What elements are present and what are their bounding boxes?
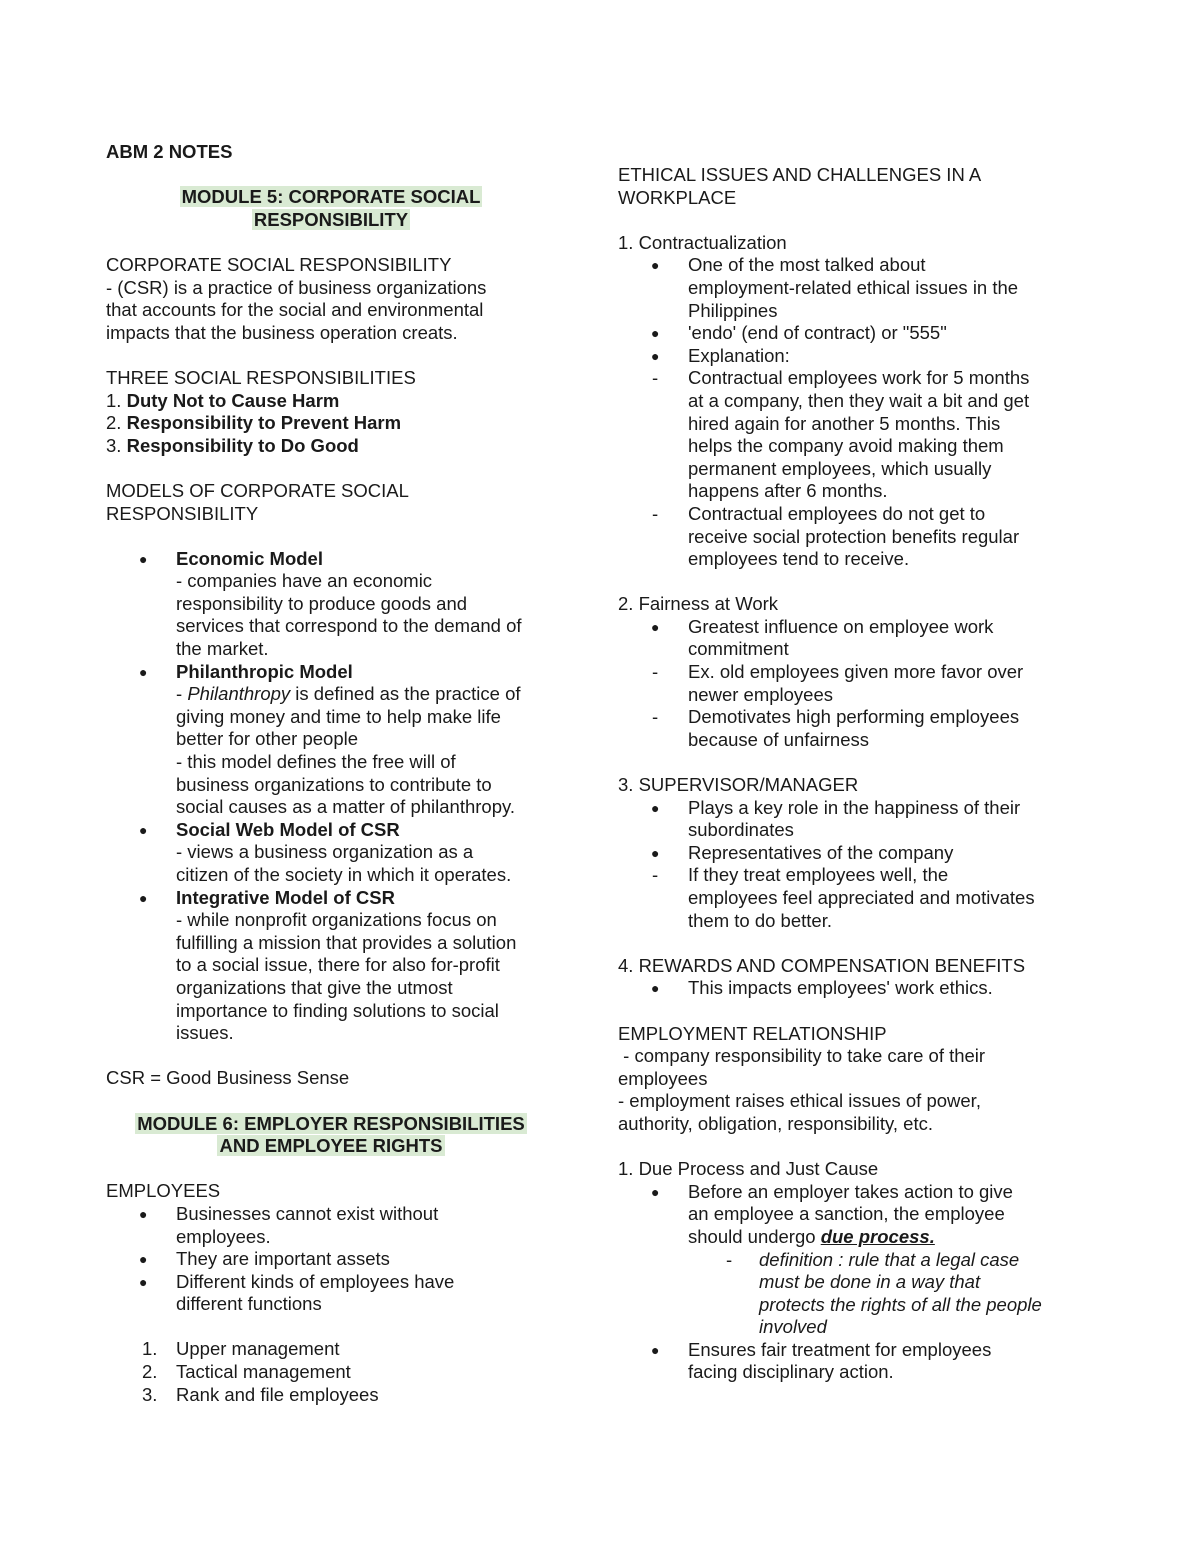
csr-def-line: impacts that the business operation creats. [106, 321, 458, 343]
bullet-icon: ● [651, 980, 660, 997]
fair-list [618, 616, 1078, 752]
module6-heading: MODULE 6: EMPLOYER RESPONSIBILITIES AND EMPLOYEE RIGHTS [137, 1112, 525, 1157]
bullet-icon: ● [139, 663, 148, 680]
bullet-icon: ● [139, 1205, 148, 1222]
bullet-icon: ● [651, 799, 660, 816]
list-item: ● 'endo' (end of contract) or "555" [651, 322, 947, 344]
bullet-icon: ● [651, 618, 660, 635]
section-title: 4. REWARDS AND COMPENSATION BENEFITS [618, 954, 1026, 976]
section-title: 1. Contractualization [618, 231, 787, 253]
dash-icon: - [652, 502, 659, 524]
list-item: - If they treat employees well, the employees feel appreciated and motivates them to do better. [652, 864, 1035, 931]
csr-title: CORPORATE SOCIAL RESPONSIBILITY [106, 253, 452, 275]
csr-equation: CSR = Good Business Sense [106, 1067, 350, 1089]
list-item: 1. Upper management [142, 1338, 340, 1360]
list-item: ● Ensures fair treatment for employees facing disciplinary action. [651, 1338, 992, 1383]
list-item: - Ex. old employees given more favor over newer employees [652, 661, 1024, 705]
rewards-list [618, 977, 1078, 1000]
model-item: ● Social Web Model of CSR - views a business organization as a citizen of the society in which it operates. [139, 818, 512, 885]
dash-icon: - [652, 661, 659, 683]
bullet-icon: ● [651, 1341, 660, 1358]
dash-icon: - [652, 706, 659, 728]
ethical-title: ETHICAL ISSUES AND CHALLENGES IN A [618, 164, 982, 185]
contract-list [618, 254, 1078, 570]
bullet-icon: ● [139, 889, 148, 906]
section-title: EMPLOYMENT RELATIONSHIP [618, 1022, 887, 1044]
models-title: RESPONSIBILITY [106, 502, 259, 524]
bullet-icon: ● [651, 257, 660, 274]
dash-icon: - [726, 1248, 733, 1270]
list-item: - Demotivates high performing employees because of unfairness [652, 706, 1020, 750]
bullet-icon: ● [651, 844, 660, 861]
bullet-icon: ● [139, 550, 148, 567]
bullet-icon: ● [651, 347, 660, 364]
definition-item: - definition : rule that a legal case must be done in a way that protects the rights of all the people involved [726, 1248, 1042, 1338]
list-item: ● Representatives of the company [651, 841, 954, 863]
model-item: ● Philanthropic Model - Philanthropy is defined as the practice of giving money and time to help make life better for other people - this model defines the free will of business organizations to contribute to social causes as a matter of philanthropy. [139, 660, 521, 818]
list-item: ● They are important assets [139, 1248, 390, 1270]
three-title: THREE SOCIAL RESPONSIBILITIES [106, 366, 416, 388]
section-title: 3. SUPERVISOR/MANAGER [618, 774, 859, 796]
list-item: 3. Rank and file employees [142, 1383, 379, 1405]
bullet-icon: ● [139, 821, 148, 838]
list-item: ● Explanation: [651, 344, 790, 366]
csr-def-line: that accounts for the social and environmental [106, 299, 484, 321]
list-item: ● Greatest influence on employee work commitment [651, 615, 994, 660]
models-title: MODELS OF CORPORATE SOCIAL [106, 479, 409, 501]
model-item: ● Economic Model - companies have an economic responsibility to produce goods and services that correspond to the demand of the market. [139, 547, 522, 660]
bullet-icon: ● [651, 1183, 660, 1200]
three-item: 1. Duty Not to Cause Harm [106, 389, 340, 411]
dash-icon: - [652, 864, 659, 886]
list-item: 2. Tactical management [142, 1361, 351, 1383]
section-title: 1. Due Process and Just Cause [618, 1158, 879, 1180]
bullet-icon: ● [139, 1251, 148, 1268]
supervisor-list [618, 797, 1078, 933]
bullet-icon: ● [139, 1273, 148, 1290]
list-item: ● One of the most talked about employment-related ethical issues in the Philippines [651, 254, 1019, 321]
dash-icon: - [652, 367, 659, 389]
three-item: 2. Responsibility to Prevent Harm [106, 412, 402, 434]
list-item: - Contractual employees work for 5 months at a company, then they wait a bit and get hired again for another 5 months. This helps the company avoid making them permanent employees, which usually happens after 6 months. [652, 367, 1030, 502]
list-item: ● This impacts employees' work ethics. [651, 977, 993, 999]
right-column: ETHICAL ISSUES AND CHALLENGES IN A WORKPLACE 1. Contractualization ● One of the most talked about employment-related ethical issues in the Philippines ● 'endo' (end of contract) or "555" ● Explanation: - Contractual employees work for 5 months at a company, then they wait a bit and get hired again for another 5 months. This helps the company avoid making them permanent employees, which usually happens after 6 months. - Contractual employees do not get to receive social protection benefits regular employees tend to receive. 2. Fairness at Work ● Greatest influence on employee work commitment - Ex. old employees given more favor over newer employees - Demotivates high performing employees because of unfairness 3. SUPERVISOR/MANAGER ● Plays a key role in the happiness of their subordinates ● Representatives of the company - If they treat employees well, the employees feel appreciated and motivates them to do better. 4. REWARDS AND COMPENSATION BENEFITS ● This impacts employees' work ethics. EMPLOYMENT RELATIONSHIP - company responsibility to take care of their employees - employment raises ethical issues of power, authority, obligation, responsibility, etc. 1. Due Process and Just Cause ● Before an employer takes action to give an employee a sanction, the employee should undergo due process. - definition : rule that a legal case must be done in a way that protects the rights of all the people involved ● Ensures fair treatment for employees facing disciplinary action. [618, 164, 1078, 1384]
section-title: 2. Fairness at Work [618, 593, 779, 615]
employees-title: EMPLOYEES [106, 1180, 221, 1202]
left-column [106, 141, 556, 1406]
list-item: - Contractual employees do not get to receive social protection benefits regular employees tend to receive. [652, 502, 1020, 570]
list-item: ● Before an employer takes action to give an employee a sanction, the employee should undergo due process. [651, 1180, 1013, 1247]
csr-def-line: - (CSR) is a practice of business organizations [106, 276, 487, 298]
page-title: ABM 2 NOTES [106, 141, 233, 162]
list-item: ● Plays a key role in the happiness of their subordinates [651, 796, 1021, 841]
model-item: ● Integrative Model of CSR - while nonprofit organizations focus on fulfilling a mission that provides a solution to a social issue, there for also for-profit organizations that give the utmost importance to finding solutions to social issues. [139, 886, 517, 1044]
due-process-term: due process. [820, 1225, 935, 1247]
list-item: ● Different kinds of employees have different functions [139, 1270, 455, 1315]
ethical-title: WORKPLACE [618, 186, 737, 208]
bullet-icon: ● [651, 325, 660, 342]
list-item: ● Businesses cannot exist without employees. [139, 1202, 439, 1247]
three-item: 3. Responsibility to Do Good [106, 434, 359, 456]
module5-heading: MODULE 5: CORPORATE SOCIAL RESPONSIBILITY [181, 186, 481, 230]
